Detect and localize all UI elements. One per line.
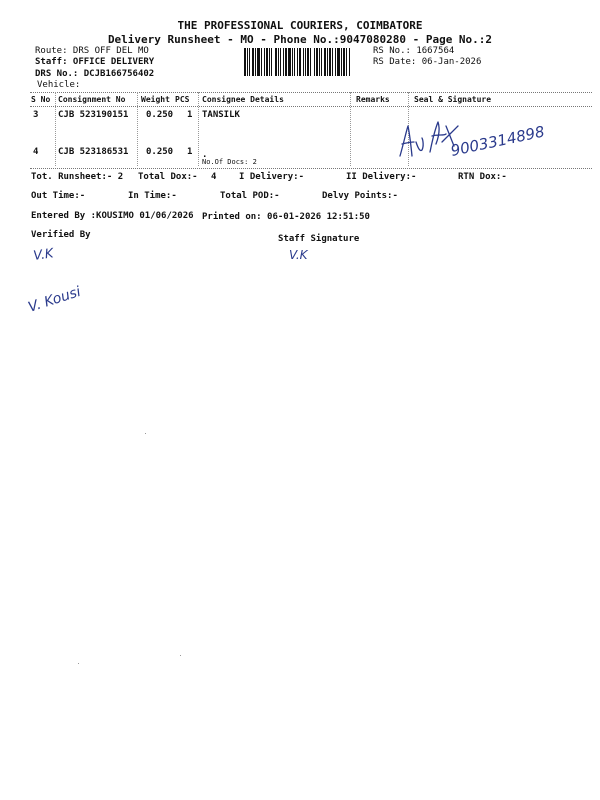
route-label: Route: DRS OFF DEL MO [35,46,149,56]
table-header-rule [30,106,592,107]
col-separator [137,92,138,166]
document-title: THE PROFESSIONAL COURIERS, COIMBATORE [177,19,423,32]
staff-label: Staff: OFFICE DELIVERY [35,57,155,67]
total-pod: Total POD:- [220,191,280,201]
col-header-weight: Weight [141,95,170,104]
in-time: In Time:- [128,191,177,201]
bottom-signature [26,282,116,322]
printed-on: Printed on: 06-01-2026 12:51:50 [202,212,370,222]
seal-signature [392,112,567,167]
row-2-pcs: 1 [187,147,193,157]
row-1-sno: 3 [33,110,39,120]
col-header-pcs: PCS [175,95,190,104]
ii-delivery: II Delivery:- [346,172,417,182]
entered-by: Entered By :KOUSIMO 01/06/2026 [31,211,194,221]
svg-text:V. Kousi: V. Kousi [26,283,83,316]
delvy-points: Delvy Points:- [322,191,398,201]
scan-speck [78,663,79,664]
row-2-consignee: . [202,150,208,160]
row-2-weight: 0.250 [146,147,174,157]
row-1-pcs: 1 [187,110,193,120]
row-1-consignee: TANSILK [202,110,240,120]
staff-signature-label: Staff Signature [278,234,360,244]
rs-number: RS No.: 1667564 [373,46,455,56]
row-2-sno: 4 [33,147,39,157]
drs-number: DRS No.: DCJB166756402 [35,69,155,79]
col-separator [55,92,56,166]
col-header-sno: S No [31,95,51,104]
scan-speck [145,433,146,434]
col-header-seal: Seal & Signature [414,95,492,104]
barcode-bar [350,48,351,76]
seal-phone-handwriting: 9003314898 [449,122,547,160]
col-separator [198,92,199,166]
vehicle-label: Vehicle: [37,80,81,90]
row-1-weight: 0.250 [146,110,174,120]
verified-by-initials [30,242,90,266]
row-1-consignment: CJB 523190151 [58,110,129,120]
no-of-docs: No.Of Docs: 2 [202,158,257,166]
i-delivery: I Delivery:- [239,172,305,182]
table-top-rule [30,92,592,93]
rs-date: RS Date: 06-Jan-2026 [373,57,482,67]
staff-initials [285,242,335,266]
col-header-remarks: Remarks [356,95,390,104]
scan-speck [180,655,181,656]
out-time: Out Time:- [31,191,86,201]
total-dox: Total Dox:- [138,172,198,182]
verified-by-label: Verified By [31,230,91,240]
col-header-consignment: Consignment No [58,95,126,104]
svg-text:V.K: V.K [289,248,308,262]
document-subtitle: Delivery Runsheet - MO - Phone No.:9047080280 - Page No.:2 [107,33,493,46]
barcode [244,48,370,76]
row-2-consignment: CJB 523186531 [58,147,129,157]
col-header-consignee: Consignee Details [202,95,284,104]
svg-text:V.K: V.K [32,246,55,264]
table-bottom-rule [30,168,592,169]
total-runsheet: Tot. Runsheet:- 2 [31,172,124,182]
rtn-dox: RTN Dox:- [458,172,507,182]
col-separator [350,92,351,166]
total-dox-value: 4 [211,172,217,182]
